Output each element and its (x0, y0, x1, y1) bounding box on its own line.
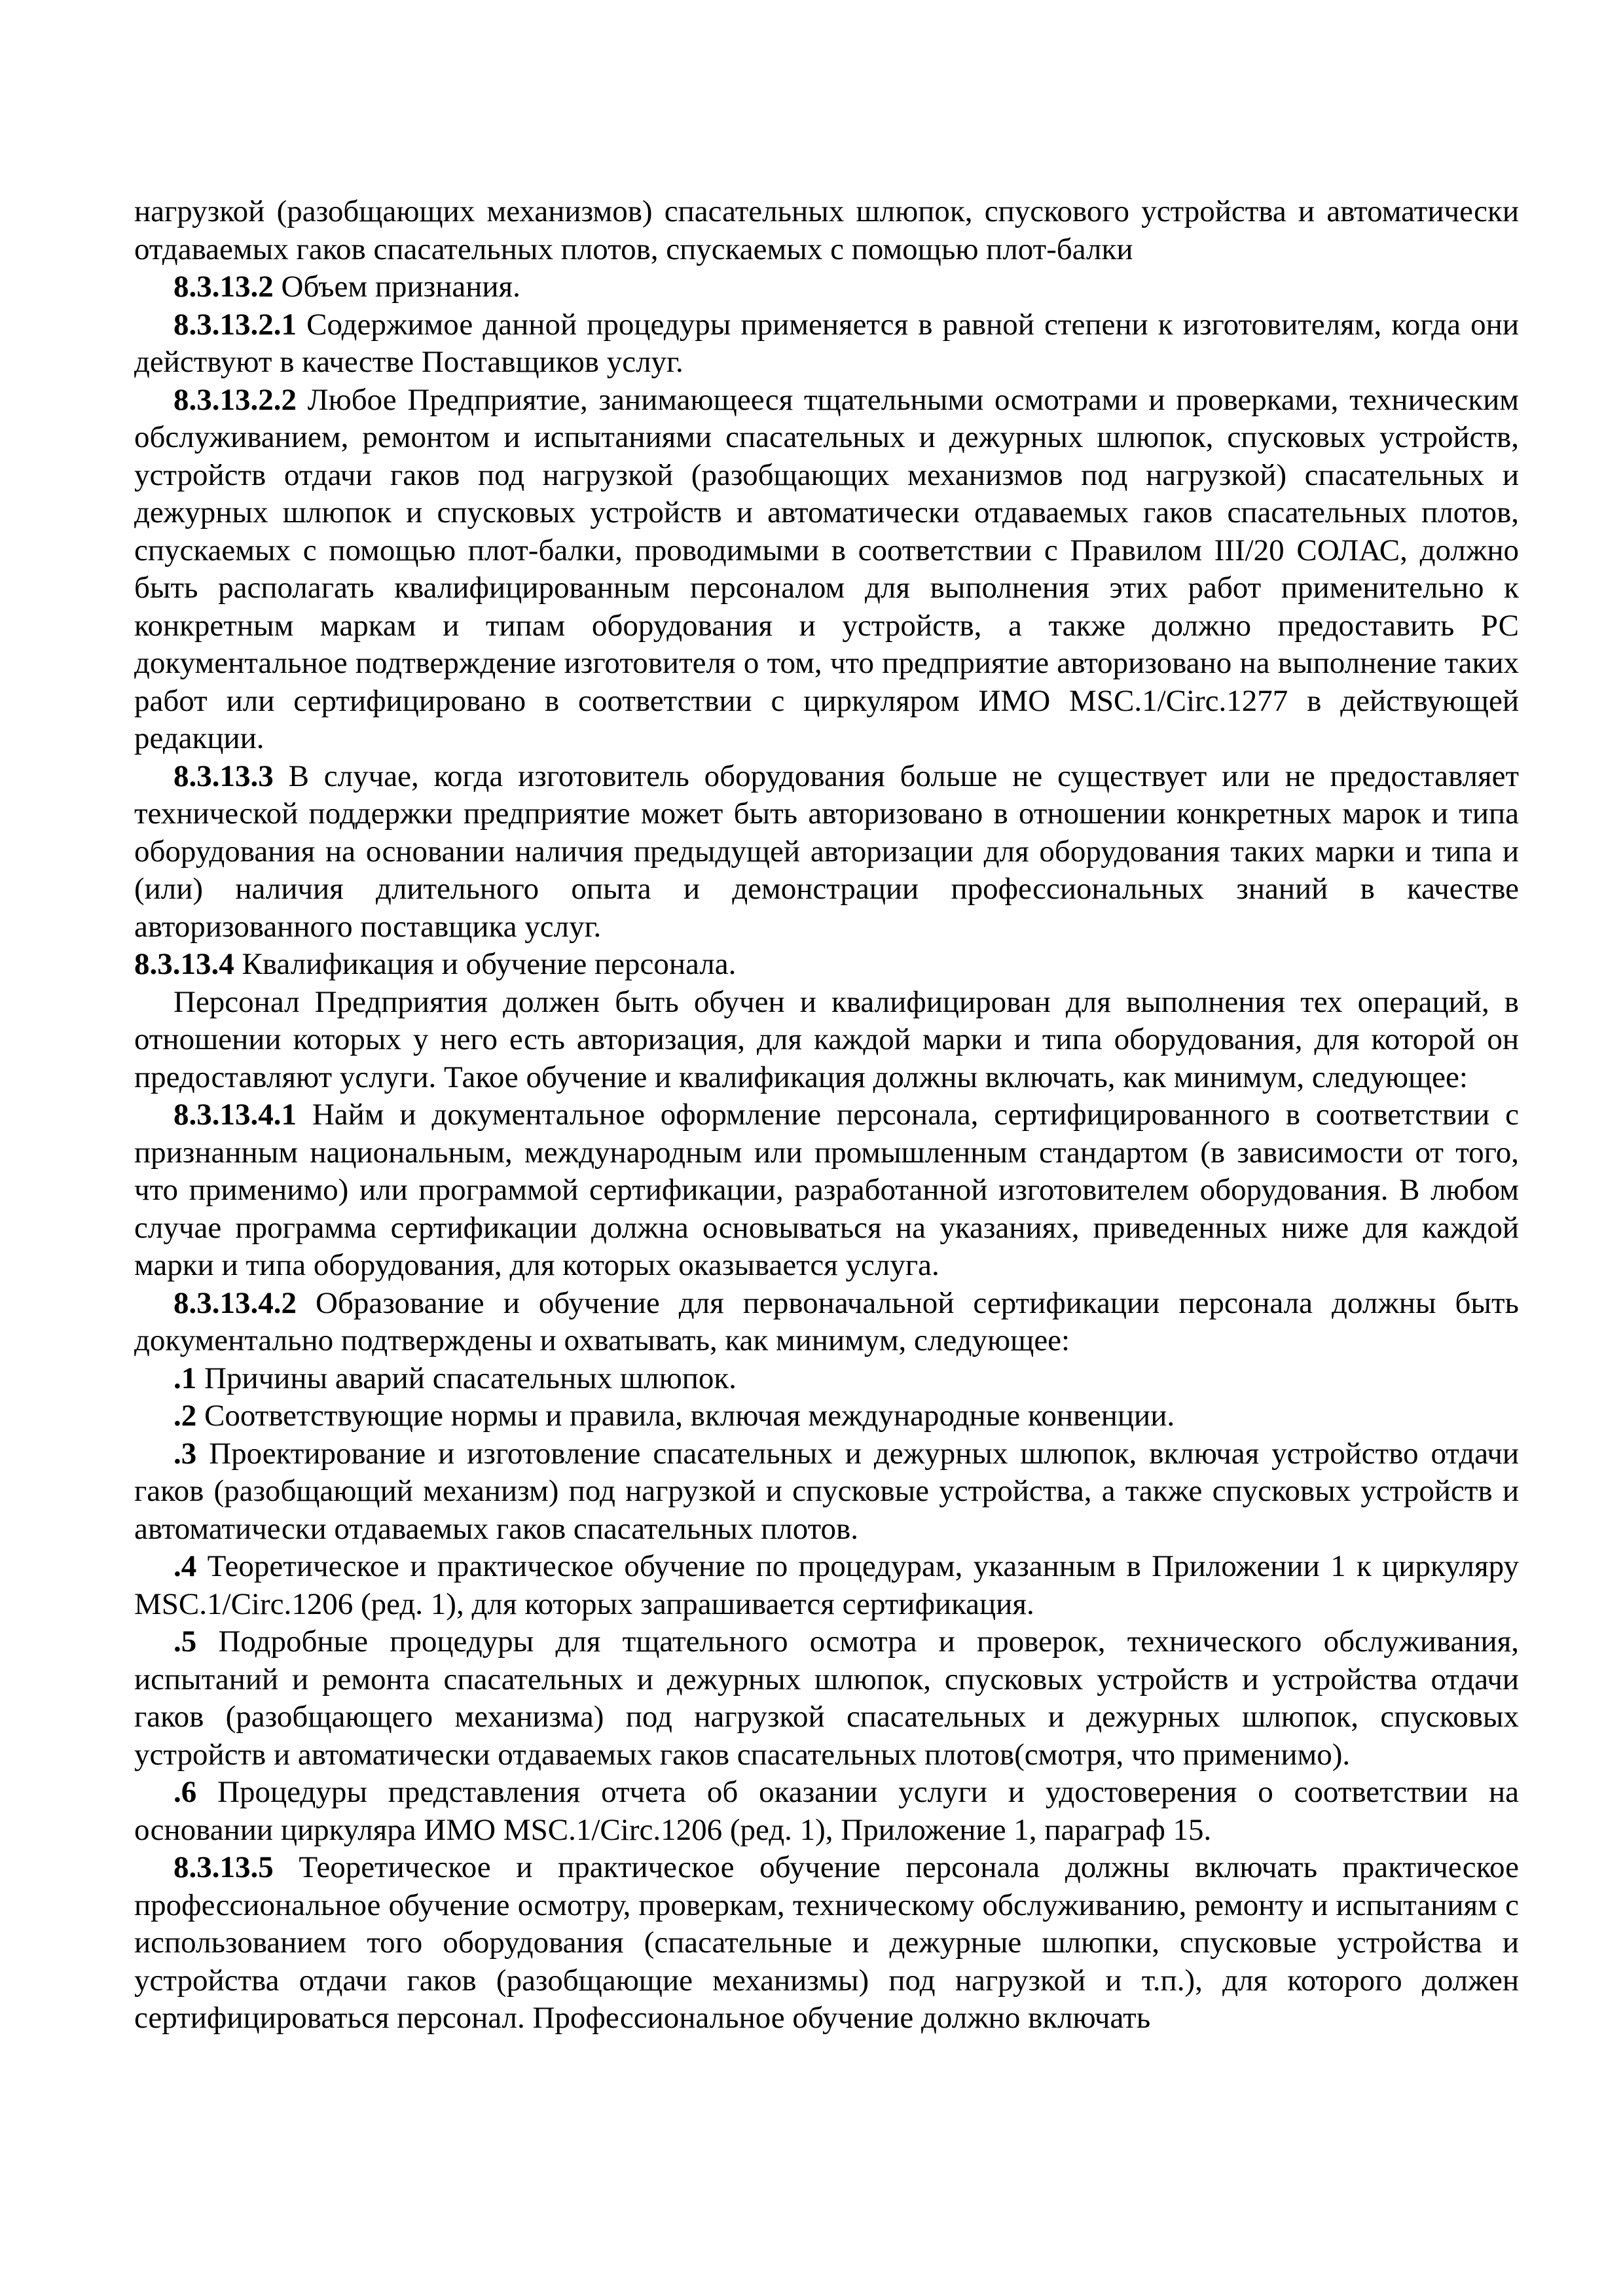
clause-number: 8.3.13.2.2 (173, 382, 297, 417)
paragraph-8-3-13-2-1 (134, 306, 1519, 382)
list-number: .4 (173, 1549, 197, 1583)
paragraph-text: нагрузкой (разобщающих механизмов) спасательных шлюпок, спускового устройства и автоматически отдаваемых гаков спасательных плотов, спускаемых с помощью плот-балки (134, 194, 1519, 266)
clause-number: 8.3.13.4 (134, 947, 234, 981)
paragraph-8-3-13-2 (134, 268, 1519, 306)
paragraph-text: Любое Предприятие, занимающееся тщательными осмотрами и проверками, техническим обслуживанием, ремонтом и испытаниями спасательных и дежурных шлюпок, спусковых устройств, устройств отдачи гаков под нагрузкой (разобщающих механизмов под нагрузкой) спасательных и дежурных шлюпок и спусковых устройств и автоматически отдаваемых гаков спасательных плотов, спускаемых с помощью плот-балки, проводимыми в соответствии с Правилом III/20 СОЛАС, должно быть располагать квалифицированным персоналом для выполнения этих работ применительно к конкретным маркам и типам оборудования и устройств, а также должно предоставить РС документальное подтверждение изготовителя о том, что предприятие авторизовано на выполнение таких работ или сертифицировано в соответствии с циркуляром ИМО MSC.1/Circ.1277 в действующей редакции. (134, 382, 1519, 755)
clause-number: 8.3.13.3 (173, 759, 274, 793)
paragraph-8-3-13-4-1 (134, 1096, 1519, 1285)
list-number: .2 (173, 1399, 197, 1433)
clause-number: 8.3.13.4.1 (173, 1098, 297, 1132)
clause-number: 8.3.13.5 (173, 1850, 274, 1884)
document-page (134, 193, 1519, 2037)
paragraph-text: Образование и обучение для первоначальной сертификации персонала должны быть документально подтверждены и охватывать, как минимум, следующее: (134, 1285, 1519, 1357)
paragraph-8-3-13-3 (134, 758, 1519, 946)
list-item-5 (134, 1623, 1519, 1774)
paragraph-text: В случае, когда изготовитель оборудования больше не существует или не предоставляет технической поддержки предприятие может быть авторизовано в отношении конкретных марок и типа оборудования на основании наличия предыдущей авторизации для оборудования таких марки и типа и (или) наличия длительного опыта и демонстрации профессиональных знаний в качестве авторизованного поставщика услуг. (134, 759, 1519, 944)
list-item-1 (134, 1360, 1519, 1398)
clause-number: 8.3.13.4.2 (173, 1285, 297, 1320)
paragraph-text: Соответствующие нормы и правила, включая международные конвенции. (196, 1399, 1175, 1433)
paragraph-8-3-13-5 (134, 1849, 1519, 2037)
clause-number: 8.3.13.2.1 (173, 307, 297, 342)
paragraph-text: Теоретическое и практическое обучение персонала должны включать практическое профессиональное обучение осмотру, проверкам, техническому обслуживанию, ремонту и испытаниям с использованием того оборудования (спасательные и дежурные шлюпки, спусковые устройства и устройства отдачи гаков (разобщающие механизмы) под нагрузкой и т.п.), для которого должен сертифицироваться персонал. Профессиональное обучение должно включать (134, 1850, 1519, 2035)
paragraph-text: Теоретическое и практическое обучение по процедурам, указанным в Приложении 1 к циркуляру MSC.1/Circ.1206 (ред. 1), для которых запрашивается сертификация. (134, 1549, 1519, 1621)
clause-number: 8.3.13.2 (173, 270, 274, 304)
list-number: .5 (173, 1624, 197, 1659)
paragraph-personnel (134, 984, 1519, 1097)
list-item-4 (134, 1548, 1519, 1623)
paragraph-8-3-13-4 (134, 946, 1519, 984)
list-item-3 (134, 1435, 1519, 1549)
paragraph-text: Содержимое данной процедуры применяется в равной степени к изготовителям, когда они действуют в качестве Поставщиков услуг. (134, 307, 1519, 379)
paragraph-text: Процедуры представления отчета об оказании услуги и удостоверения о соответствии на основании циркуляра ИМО MSC.1/Circ.1206 (ред. 1), Приложение 1, параграф 15. (134, 1775, 1519, 1847)
list-number: .3 (173, 1436, 197, 1471)
paragraph-text: Персонал Предприятия должен быть обучен и квалифицирован для выполнения тех операций, в отношении которых у него есть авторизация, для каждой марки и типа оборудования, для которой он предоставляют услуги. Такое обучение и квалификация должны включать, как минимум, следующее: (134, 984, 1519, 1094)
list-item-6 (134, 1774, 1519, 1849)
list-number: .6 (173, 1775, 197, 1809)
list-item-2 (134, 1397, 1519, 1435)
paragraph-text: Проектирование и изготовление спасательных и дежурных шлюпок, включая устройство отдачи гаков (разобщающий механизм) под нагрузкой и спусковые устройства, а также спусковых устройств и автоматически отдаваемых гаков спасательных плотов. (134, 1436, 1519, 1546)
list-number: .1 (173, 1361, 197, 1395)
paragraph-8-3-13-4-2 (134, 1285, 1519, 1360)
paragraph-text: Объем признания. (273, 270, 520, 304)
paragraph-8-3-13-2-2 (134, 382, 1519, 758)
paragraph-text: Подробные процедуры для тщательного осмотра и проверок, технического обслуживания, испытаний и ремонта спасательных и дежурных шлюпок, спусковых устройств и устройства отдачи гаков (разобщающего механизма) под нагрузкой спасательных и дежурных шлюпок, спусковых устройств и автоматически отдаваемых гаков спасательных плотов(смотря, что применимо). (134, 1624, 1519, 1772)
paragraph-continuation (134, 193, 1519, 268)
paragraph-text: Квалификация и обучение персонала. (234, 947, 737, 981)
paragraph-text: Найм и документальное оформление персонала, сертифицированного в соответствии с признанным национальным, международным или промышленным стандартом (в зависимости от того, что применимо) или программой сертификации, разработанной изготовителем оборудования. В любом случае программа сертификации должна основываться на указаниях, приведенных ниже для каждой марки и типа оборудования, для которых оказывается услуга. (134, 1098, 1519, 1282)
paragraph-text: Причины аварий спасательных шлюпок. (196, 1361, 737, 1395)
